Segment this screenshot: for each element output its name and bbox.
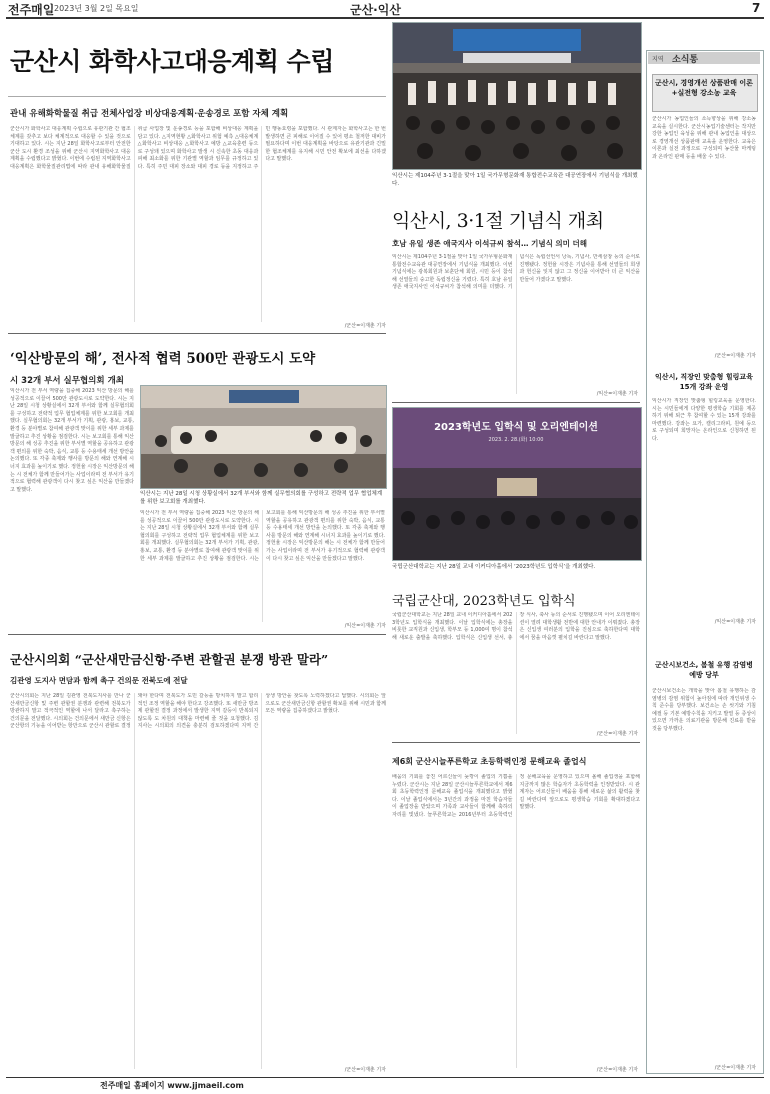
article4-headline: 익산시, 3·1절 기념식 개최 bbox=[392, 210, 604, 232]
article2-body-left: 익산시가 전 부서 역량을 집중해 2023 익산 방문의 해를 성공적으로 이끌어 500만 관광도시로 도약한다. 시는 지난 28일 시청 상황실에서 32개 부서와 함께 실무협의회를 구성하고 전략적 업무 협업체계를 위한 보고회를 개최했다. 실무협의회는 32개 부서가 기획, 관광, 홍보, 교통, 환경 등 분야별로 참여해 관광객 맞이를 위한 세부 과제를 발굴하고 추진 상황을 점검한다. 시는 보고회를 통해 익산방문의 해 성공 추진을 위한 부서별 역할을 공유하고 관광객 편의를 위한 숙박, 음식, 교통 등 수용태세 개선 방안을 논의했다. 또 각종 축제와 행사를 방문의 해와 연계해 시너지 효과를 높이기로 했다. 정헌율 시장은 익산방문의 해는 시 전체가 함께 만들어가는 사업이라며 전 부서가 유기적으로 협력해 관광객이 다시 찾고 싶은 익산을 만들겠다고 말했다. bbox=[10, 388, 134, 493]
sidebar-item2-body: 익산시가 직장인 맞춤형 힐링교육을 운영한다. 시는 시민들에게 다양한 평생학습 기회를 제공하기 위해 퇴근 후 참여할 수 있는 15개 강좌를 마련했다. 강좌는 요가, 캘리그라피, 원예 등으로 구성되며 희망자는 온라인으로 신청하면 된다. bbox=[652, 398, 756, 442]
sidebar-item3-body: 군산시보건소는 개학을 맞아 봄철 유행하는 감염병의 감염 위험이 높아짐에 따라 개인위생 수칙 준수를 당부했다. 보건소는 손 씻기와 기침 예절 등 기본 예방수칙을 지키고 발열 등 증상이 있으면 가까운 의료기관을 방문해 진료를 받을 것을 당부했다. bbox=[652, 688, 756, 732]
article1-body: 군산시가 화학사고 대응계획 수립으로 유관기관 간 협조체계를 갖추고 보다 체계적으로 대응할 수 있을 것으로 기대하고 있다. 시는 지난 28일 화학사고로부터 안전한 군산 도시 환경 조성을 위해 군산시 지역화학사고 대응계획을 수립했다고 밝혔다. 이번에 수립된 지역화학사고 대응계획은 화학물질관리법에 따라 관내 유해화학물질 취급 사업장 및 운송경로 등을 포함해 비상대응 계획을 담고 있다. △지역현황 △화학사고 위험 예측 △대응체계 △화학사고 비상대응 △화학사고 예방 △교육훈련 등으로 구성돼 있으며 화학사고 발생 시 신속한 초동 대응과 피해 최소화를 위한 기관별 역할과 임무를 규정하고 있다. 특히 주민 대피 장소와 대피 경로 등을 지정하고 주민 행동요령을 포함했다. 시 관계자는 화학사고는 한 번 발생하면 큰 피해로 이어질 수 있어 평소 철저한 대비가 필요하다며 이번 대응계획을 바탕으로 유관기관과 긴밀한 협조체계를 유지해 시민 안전 확보에 최선을 다하겠다고 말했다. bbox=[10, 126, 386, 170]
article6-body: 배움의 기회를 놓친 어르신들이 늦깎이 졸업의 기쁨을 누렸다. 군산시는 지난 28일 군산시늘푸른학교에서 제6회 초등학력인정 문해교육 졸업식을 개최했다고 밝혔다. 이날 졸업식에서는 3년간의 과정을 마친 학습자들이 졸업장을 받았으며 가족과 교사들이 함께해 축하의 자리를 빛냈다. 늘푸른학교는 2016년부터 초등학력인정 문해교육을 운영하고 있으며 올해 졸업생을 포함해 지금까지 많은 학습자가 초등학력을 인정받았다. 시 관계자는 어르신들이 배움을 통해 새로운 삶의 활력을 찾길 바란다며 앞으로도 평생학습 기회를 확대하겠다고 말했다. bbox=[392, 774, 640, 818]
section-title: 군산·익산 bbox=[350, 3, 401, 17]
sidebar-label: 지역 bbox=[652, 56, 664, 63]
article4-byline: /익산=이재춘 기자 bbox=[596, 391, 638, 397]
article3-subheadline: 김관영 도지사 면담과 함께 촉구 건의문 전북도에 전달 bbox=[10, 676, 188, 685]
sidebar-item2-title: 익산시, 직장인 맞춤형 힐링교육 15개 강좌 운영 bbox=[655, 373, 753, 391]
article4-subheadline: 호남 유일 생존 애국지사 이석규씨 참석… 기념식 의미 더해 bbox=[392, 239, 588, 248]
divider bbox=[8, 634, 386, 635]
footer-rule bbox=[6, 1077, 764, 1078]
sidebar-item1-byline: /군산=이재춘 기자 bbox=[714, 353, 756, 359]
article5-body: 국립군산대학교는 지난 28일 교내 이커디아홀에서 2023학년도 입학식을 개최했다. 이날 입학식에는 총장을 비롯한 교직원과 신입생, 학부모 등 1,000여 명이 참석해 새로운 출발을 축하했다. 입학식은 신입생 선서, 총장 식사, 축사 등의 순서로 진행됐으며 이어 오리엔테이션이 열려 대학생활 전반에 대한 안내가 이뤄졌다. 총장은 신입생 여러분의 입학을 진심으로 축하한다며 대학에서 꿈을 마음껏 펼치길 바란다고 말했다. bbox=[392, 612, 640, 641]
article2-body-right: 익산시가 전 부서 역량을 집중해 2023 익산 방문의 해를 성공적으로 이끌어 500만 관광도시로 도약한다. 시는 지난 28일 시청 상황실에서 32개 부서와 함께 실무협의회를 구성하고 전략적 업무 협업체계를 위한 보고회를 개최했다. 실무협의회는 32개 부서가 기획, 관광, 홍보, 교통, 환경 등 분야별로 참여해 관광객 맞이를 위한 세부 과제를 발굴하고 추진 상황을 점검한다. 시는 보고회를 통해 익산방문의 해 성공 추진을 위한 부서별 역할을 공유하고 관광객 편의를 위한 숙박, 음식, 교통 등 수용태세 개선 방안을 논의했다. 또 각종 축제와 행사를 방문의 해와 연계해 시너지 효과를 높이기로 했다. 정헌율 시장은 익산방문의 해는 시 전체가 함께 만들어가는 사업이라며 전 부서가 유기적으로 협력해 관광객이 다시 찾고 싶은 익산을 만들겠다고 말했다. bbox=[140, 510, 385, 562]
article4-body: 익산시는 제104주년 3·1절을 맞아 1일 국가무형문화재 통합전수교육관 대공연장에서 기념식을 개최했다. 이번 기념식에는 광복회원과 보훈단체 회원, 시민 등이 참석해 선열들의 숭고한 독립정신을 기렸다. 특히 호남 유일 생존 애국지사인 이석규씨가 참석해 의미를 더했다. 기념식은 독립선언서 낭독, 기념사, 만세삼창 등의 순서로 진행됐다. 정헌율 시장은 기념사를 통해 선열들의 희생과 헌신을 잊지 않고 그 정신을 이어받아 더 큰 익산을 만들어 가겠다고 말했다. bbox=[392, 254, 640, 291]
article5-photo-date: 2023. 2. 28.(화) 10:00 bbox=[488, 437, 544, 443]
page-number: 7 bbox=[752, 1, 761, 15]
article2-caption: 익산시는 지난 28일 시청 상황실에서 32개 부서와 함께 실무협의회를 구성하고 전략적 업무 협업체계를 위한 보고회를 개최했다. bbox=[140, 491, 383, 505]
divider bbox=[392, 742, 640, 743]
meeting-photo bbox=[141, 386, 386, 488]
divider bbox=[392, 402, 640, 403]
divider bbox=[8, 333, 386, 334]
sidebar-item2-byline: /익산=이재춘 기자 bbox=[714, 619, 756, 625]
divider bbox=[8, 96, 386, 97]
sidebar-item1-body: 군산시가 농업인들의 소득향상을 위해 강소농 교육을 실시한다. 군산시농업기술센터는 작지만 강한 농업인 육성을 위해 관내 농업인을 대상으로 경영개선 상품판매 교육을 운영한다. 교육은 이론과 실전 과정으로 구성되며 농산물 마케팅과 온라인 판매 등을 배울 수 있다. bbox=[652, 116, 756, 160]
article3-body: 군산시의회는 지난 28일 김관영 전북도지사를 만나 군산새만금신항 및 주변 관할권 분쟁과 관련해 전북도가 방관하지 말고 적극적인 역할에 나서 달라고 촉구하는 건의문을 전달했다. 시의회는 건의문에서 새만금 신항은 군산항의 기능을 이어받는 항만으로 군산시 관할로 결정돼야 한다며 전북도가 도민 갈등을 방치하지 말고 합리적인 조정 역할을 해야 한다고 강조했다. 또 새만금 방조제 관할권 결정 과정에서 발생한 지역 갈등이 반복되지 않도록 도 차원의 대책을 마련해 줄 것을 요청했다. 김 지사는 시의회의 의견을 충분히 검토하겠다며 지역 간 상생 방안을 찾도록 노력하겠다고 답했다. 시의회는 앞으로도 군산새만금신항 관할권 확보를 위해 시민과 함께 모든 역량을 집중하겠다고 밝혔다. bbox=[10, 693, 386, 730]
sidebar-title: 소식통 bbox=[672, 55, 699, 65]
article1-subheadline: 관내 유해화학물질 취급 전체사업장 비상대응계획·운송경로 포함 자체 계획 bbox=[10, 109, 289, 119]
article6-headline: 제6회 군산시늘푸른학교 초등학력인정 문해교육 졸업식 bbox=[392, 757, 587, 766]
article2-headline: ‘익산방문의 해’, 전사적 협력 500만 관광도시 도약 bbox=[10, 351, 316, 367]
article4-caption: 익산시는 제104주년 3·1절을 맞아 1일 국가무형문화재 통합전수교육관 대공연장에서 기념식을 개최했다. bbox=[392, 173, 638, 187]
article5-byline: /군산=이재춘 기자 bbox=[596, 731, 638, 737]
sidebar-item3-byline: /군산=이재춘 기자 bbox=[714, 1065, 756, 1071]
article2-byline: /익산=이재춘 기자 bbox=[344, 623, 386, 629]
article5-caption: 국립군산대학교는 지난 28일 교내 이커디아홀에서 ‘2023학년도 입학식’을 개최했다. bbox=[392, 564, 596, 570]
article1-headline: 군산시 화학사고대응계획 수립 bbox=[10, 47, 334, 76]
issue-date: 2023년 3월 2일 목요일 bbox=[54, 4, 139, 13]
article2-subheadline: 시 32개 부서 실무협의회 개최 bbox=[10, 376, 124, 386]
footer-homepage[interactable]: 전주매일 홈페이지 www.jjmaeil.com bbox=[100, 1081, 244, 1090]
article2-photo bbox=[140, 385, 387, 489]
article5-headline: 국립군산대, 2023학년도 입학식 bbox=[392, 594, 576, 609]
sidebar-header bbox=[648, 52, 760, 64]
article3-byline: /군산=이재춘 기자 bbox=[344, 1067, 386, 1073]
masthead: 전주매일 bbox=[8, 3, 55, 17]
article5-photo-banner: 2023학년도 입학식 및 오리엔테이션 bbox=[434, 422, 598, 433]
article3-headline: 군산시의회 “군산새만금신항·주변 관할권 분쟁 방관 말라” bbox=[10, 652, 329, 667]
article1-byline: /군산=이재춘 기자 bbox=[344, 323, 386, 329]
sidebar-item3-title: 군산시보건소, 봄철 유행 감염병 예방 당부 bbox=[655, 661, 753, 679]
article4-photo bbox=[392, 22, 642, 170]
sidebar-item1-title: 군산시, 경영개선 상품판매 이론+실전형 강소농 교육 bbox=[655, 79, 753, 97]
article6-byline: /군산=이재춘 기자 bbox=[596, 1067, 638, 1073]
ceremony-photo bbox=[393, 23, 641, 169]
